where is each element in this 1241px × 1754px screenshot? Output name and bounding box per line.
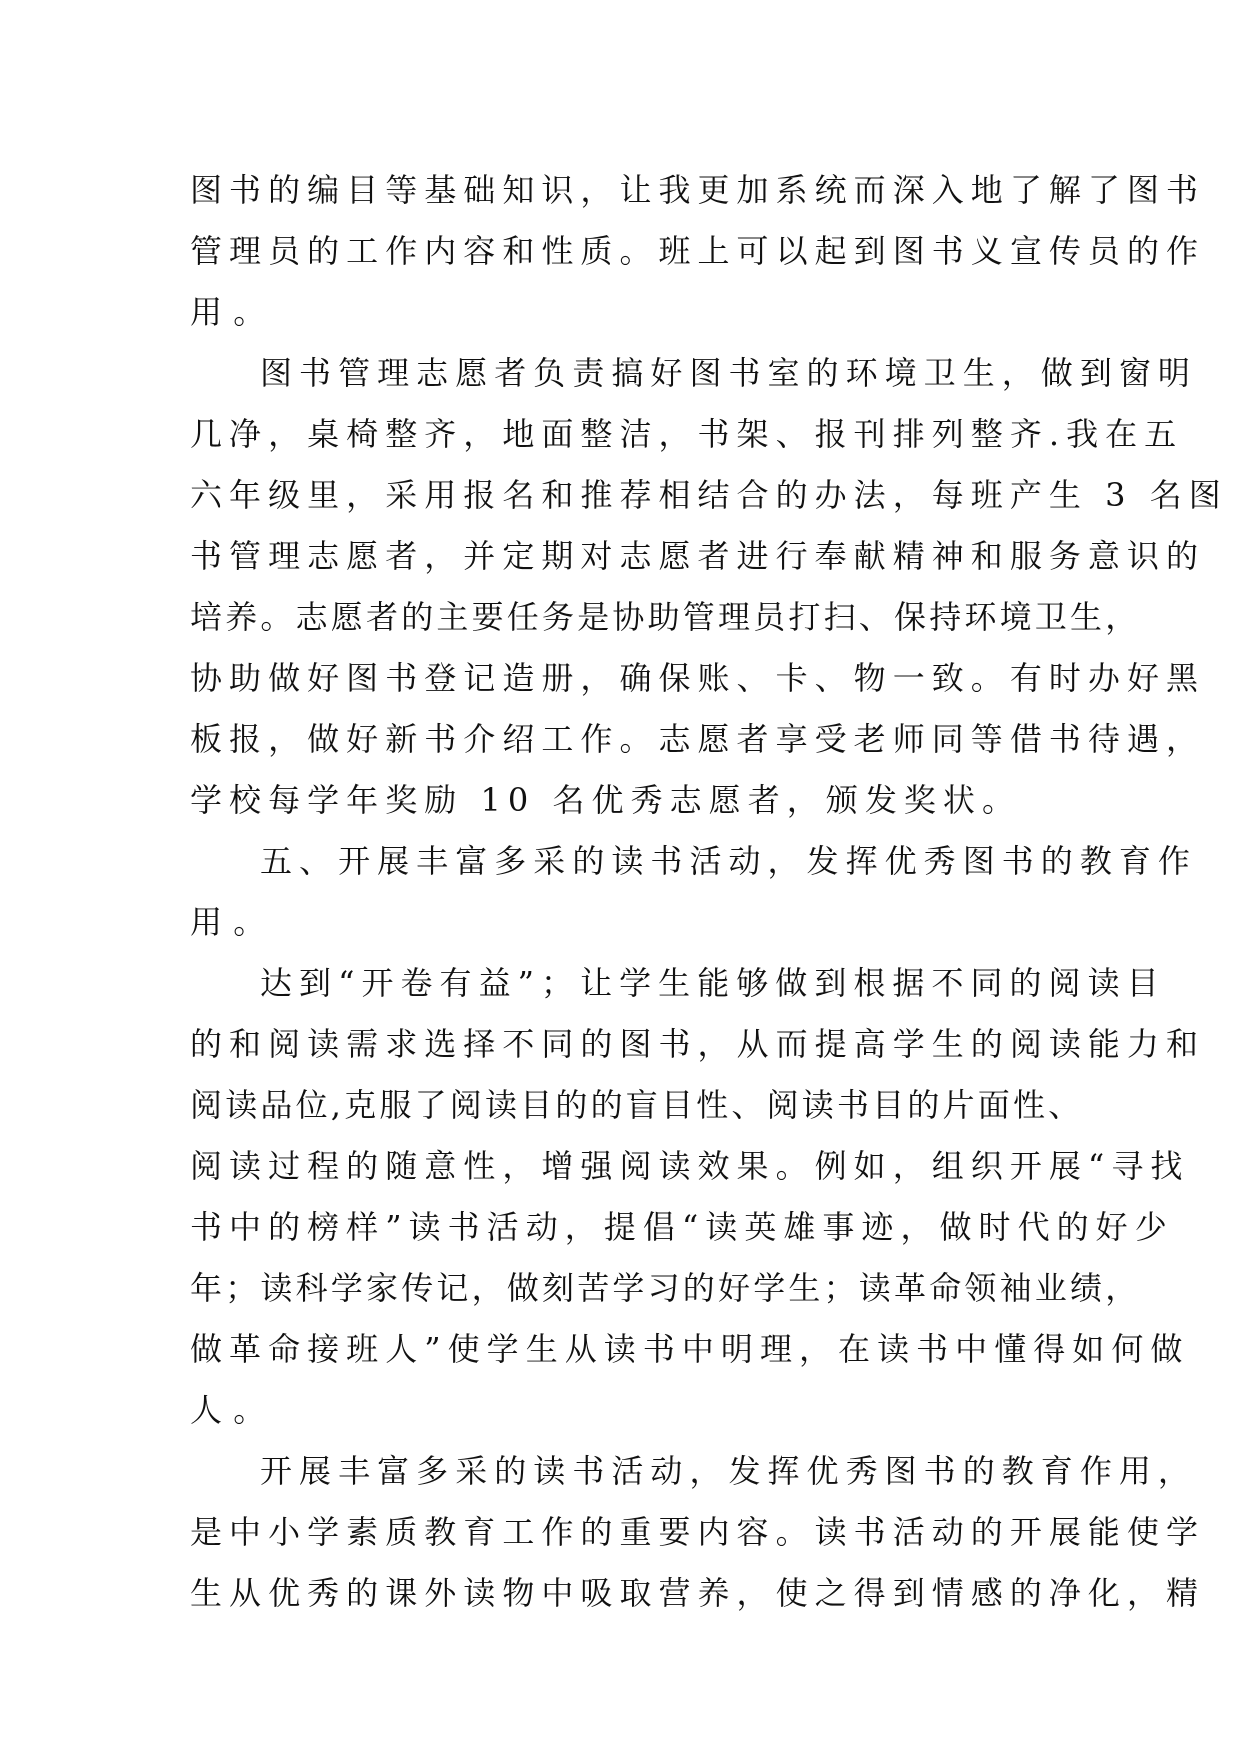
text-line: 人。 — [190, 1391, 277, 1429]
text-line: 用。 — [190, 903, 277, 941]
paragraph-first-line: 达到“开卷有益”；让学生能够做到根据不同的阅读目 — [260, 964, 1166, 1002]
text-line: 用。 — [190, 293, 277, 331]
paragraph-first-line: 图书管理志愿者负责搞好图书室的环境卫生，做到窗明 — [260, 354, 1197, 392]
text-line: 协助做好图书登记造册，确保账、卡、物一致。有时办好黑 — [190, 659, 1206, 697]
paragraph-first-line: 开展丰富多采的读书活动，发挥优秀图书的教育作用， — [260, 1452, 1197, 1490]
text-line: 阅读品位,克服了阅读目的的盲目性、阅读书目的片面性、 — [190, 1086, 1084, 1124]
text-line: 板报，做好新书介绍工作。志愿者享受老师同等借书待遇， — [190, 720, 1206, 758]
text-line: 学校每学年奖励 10 名优秀志愿者，颁发奖状。 — [190, 781, 1021, 819]
text-line: 培养。志愿者的主要任务是协助管理员打扫、保持环境卫生， — [190, 598, 1141, 636]
text-line: 生从优秀的课外读物中吸取营养，使之得到情感的净化，精 — [190, 1574, 1206, 1612]
text-line: 图书的编目等基础知识，让我更加系统而深入地了解了图书 — [190, 171, 1206, 209]
text-line: 是中小学素质教育工作的重要内容。读书活动的开展能使学 — [190, 1513, 1206, 1551]
text-line: 书中的榜样”读书活动，提倡“读英雄事迹，做时代的好少 — [190, 1208, 1174, 1246]
text-line: 几净，桌椅整齐，地面整洁，书架、报刊排列整齐.我在五 — [190, 415, 1184, 453]
text-line: 六年级里，采用报名和推荐相结合的办法，每班产生 3 名图 — [190, 476, 1228, 514]
body-text — [190, 160, 1228, 1624]
text-line: 书管理志愿者，并定期对志愿者进行奉献精神和服务意识的 — [190, 537, 1206, 575]
text-line: 的和阅读需求选择不同的图书，从而提高学生的阅读能力和 — [190, 1025, 1206, 1063]
section-heading: 五、开展丰富多采的读书活动，发挥优秀图书的教育作 — [260, 842, 1197, 880]
text-line: 年；读科学家传记，做刻苦学习的好学生；读革命领袖业绩， — [190, 1269, 1141, 1307]
text-line: 做革命接班人”使学生从读书中明理，在读书中懂得如何做 — [190, 1330, 1190, 1368]
text-line: 阅读过程的随意性，增强阅读效果。例如，组织开展“寻找 — [190, 1147, 1190, 1185]
text-line: 管理员的工作内容和性质。班上可以起到图书义宣传员的作 — [190, 232, 1206, 270]
